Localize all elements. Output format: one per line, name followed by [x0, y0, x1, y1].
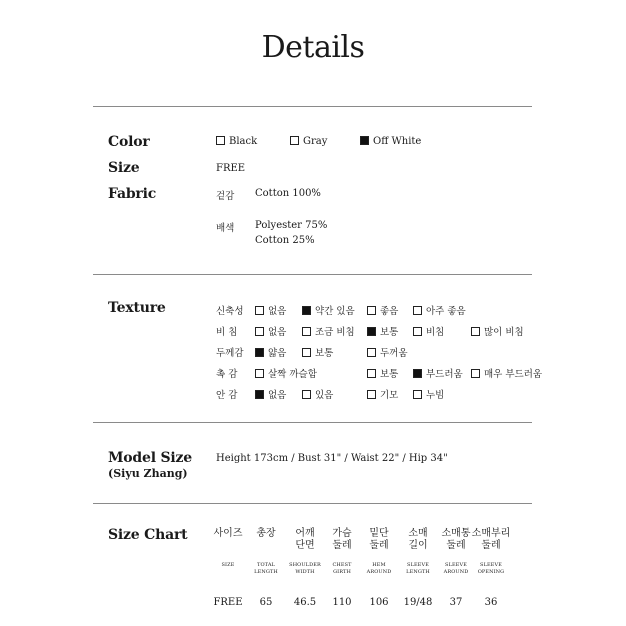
fabric-outer-label: 겉감	[216, 191, 235, 202]
texture-option[interactable]: 매우 부드러움	[471, 366, 542, 380]
texture-option[interactable]: 보통	[367, 366, 398, 380]
checkbox-checked-icon	[255, 348, 264, 357]
checkbox-icon	[216, 136, 225, 145]
checkbox-icon	[302, 348, 311, 357]
checkbox-icon	[367, 390, 376, 399]
size-chart-value: FREE	[213, 597, 243, 608]
checkbox-icon	[367, 348, 376, 357]
size-chart-header: 어깨 단면	[295, 528, 315, 551]
fabric-lining-label: 배색	[216, 223, 235, 234]
size-chart-header-en: CHEST GIRTH	[332, 562, 352, 575]
page-title: Details	[261, 30, 365, 65]
size-chart-label: Size Chart	[108, 527, 188, 543]
size-chart-header: 소매부리 둘레	[471, 528, 511, 551]
size-chart-header: 밑단 둘레	[369, 528, 389, 551]
texture-option[interactable]: 약간 있음	[302, 303, 355, 317]
color-option-off-white[interactable]: Off White	[360, 136, 421, 147]
texture-option[interactable]: 보통	[367, 324, 398, 338]
texture-option[interactable]: 기모	[367, 387, 398, 401]
checkbox-checked-icon	[255, 390, 264, 399]
texture-option[interactable]: 조금 비침	[302, 324, 355, 338]
checkbox-icon	[302, 327, 311, 336]
size-chart-value: 46.5	[293, 597, 317, 608]
size-value: FREE	[216, 163, 246, 174]
model-size-label: Model Size	[108, 450, 193, 466]
size-chart-value: 110	[332, 597, 352, 608]
size-chart-value: 37	[449, 597, 463, 608]
checkbox-icon	[290, 136, 299, 145]
size-chart-header: 사이즈	[213, 528, 243, 539]
texture-option[interactable]: 두꺼움	[367, 345, 408, 359]
color-label: Color	[108, 134, 150, 150]
checkbox-icon	[367, 369, 376, 378]
model-size-value: Height 173cm / Bust 31" / Waist 22" / Hip 34"	[216, 453, 448, 464]
texture-row-label: 두께감	[216, 348, 244, 359]
divider	[93, 422, 532, 423]
checkbox-icon	[255, 369, 264, 378]
size-chart-header-en: SHOULDER WIDTH	[289, 562, 321, 575]
checkbox-checked-icon	[360, 136, 369, 145]
checkbox-icon	[471, 369, 480, 378]
color-option-gray[interactable]: Gray	[290, 136, 327, 147]
texture-row-label: 촉 감	[216, 369, 238, 380]
model-name: (Siyu Zhang)	[108, 467, 188, 480]
size-chart-header: 소매통 둘레	[441, 528, 471, 551]
color-option-black[interactable]: Black	[216, 136, 257, 147]
texture-option[interactable]: 있음	[302, 387, 333, 401]
texture-option[interactable]: 없음	[255, 303, 286, 317]
size-chart-value: 19/48	[403, 597, 433, 608]
size-chart-header-en: SLEEVE LENGTH	[406, 562, 430, 575]
texture-option[interactable]: 누빔	[413, 387, 444, 401]
size-chart-header-en: SLEEVE AROUND	[443, 562, 469, 575]
texture-option[interactable]: 좋음	[367, 303, 398, 317]
texture-option[interactable]: 얇음	[255, 345, 286, 359]
texture-row-label: 신축성	[216, 306, 244, 317]
checkbox-icon	[471, 327, 480, 336]
checkbox-icon	[413, 327, 422, 336]
size-chart-header-en: SLEEVE OPENING	[477, 562, 505, 575]
texture-option[interactable]: 아주 좋음	[413, 303, 466, 317]
texture-row-label: 비 침	[216, 327, 238, 338]
size-chart-header: 소매 길이	[408, 528, 428, 551]
checkbox-checked-icon	[367, 327, 376, 336]
fabric-label: Fabric	[108, 186, 157, 202]
size-chart-value: 106	[369, 597, 389, 608]
size-chart-value: 65	[259, 597, 273, 608]
checkbox-icon	[413, 306, 422, 315]
divider	[93, 106, 532, 107]
fabric-outer-value: Cotton 100%	[255, 188, 321, 199]
texture-option[interactable]: 살짝 까슬함	[255, 366, 317, 380]
texture-option[interactable]: 비침	[413, 324, 444, 338]
size-chart-value: 36	[484, 597, 498, 608]
size-chart-header-en: TOTAL LENGTH	[254, 562, 278, 575]
texture-option[interactable]: 없음	[255, 324, 286, 338]
checkbox-icon	[413, 390, 422, 399]
texture-option[interactable]: 부드러움	[413, 366, 463, 380]
texture-row-label: 안 감	[216, 390, 238, 401]
texture-label: Texture	[108, 300, 166, 316]
texture-option[interactable]: 없음	[255, 387, 286, 401]
divider	[93, 274, 532, 275]
size-label: Size	[108, 160, 140, 176]
size-chart-header-en: HEM AROUND	[366, 562, 392, 575]
texture-option[interactable]: 보통	[302, 345, 333, 359]
checkbox-icon	[302, 390, 311, 399]
checkbox-icon	[255, 327, 264, 336]
size-chart-header-en: SIZE	[221, 562, 235, 568]
checkbox-icon	[255, 306, 264, 315]
size-chart-header: 가슴 둘레	[332, 528, 352, 551]
divider	[93, 503, 532, 504]
texture-option[interactable]: 많이 비침	[471, 324, 524, 338]
fabric-lining-value: Cotton 25%	[255, 235, 315, 246]
size-chart-header: 총장	[256, 528, 276, 539]
checkbox-checked-icon	[413, 369, 422, 378]
fabric-lining-value: Polyester 75%	[255, 220, 328, 231]
checkbox-icon	[367, 306, 376, 315]
checkbox-checked-icon	[302, 306, 311, 315]
